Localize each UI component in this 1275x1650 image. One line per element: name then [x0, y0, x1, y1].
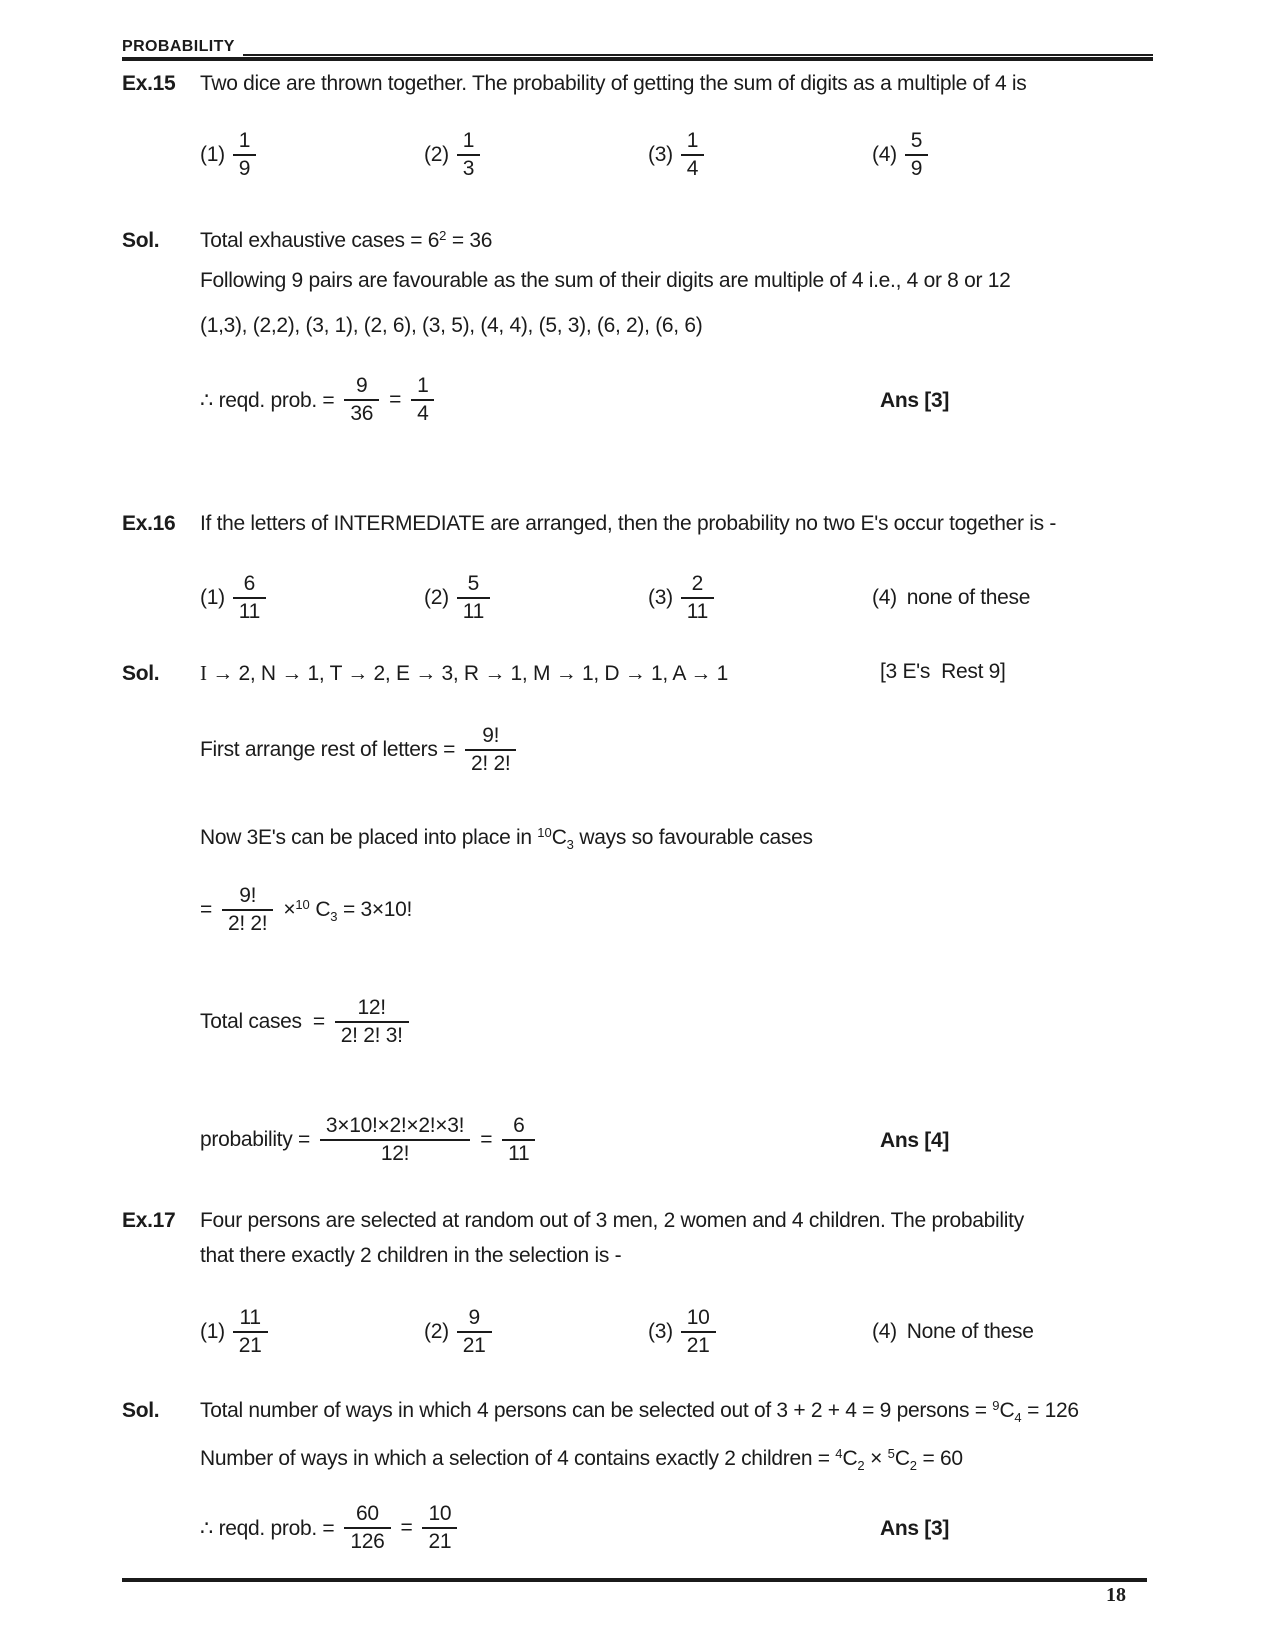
ex16-answer: Ans [4] — [880, 1129, 950, 1152]
fraction — [233, 128, 256, 182]
sol-text: Total exhaustive cases = $6^2 = 36$ — [200, 228, 493, 252]
subscript: 2 — [857, 1458, 865, 1473]
fraction — [344, 373, 379, 427]
ex15-conclusion-row — [200, 368, 444, 432]
fraction-denominator: 21 — [233, 1331, 268, 1359]
fraction-numerator: 12! — [357, 996, 386, 1019]
fraction-denominator: 2! 2! — [222, 909, 273, 937]
superscript: 2 — [439, 228, 447, 243]
ex17-option-2 — [424, 1299, 492, 1365]
fraction — [335, 995, 409, 1049]
subscript: 4 — [1014, 1410, 1022, 1425]
fraction-denominator: 21 — [681, 1331, 716, 1359]
fraction-denominator: 21 — [457, 1331, 492, 1359]
ex15-sol-line2: Following 9 pairs are favourable as the sum of their digits are multiple of 4 i.e., 4 or 8 or 12 — [200, 269, 1011, 292]
option-label: (3) — [648, 586, 673, 609]
fraction-denominator: 2! 2! 3! — [335, 1021, 409, 1049]
fraction — [502, 1113, 535, 1167]
ex17-sol-line2: Number of ways in which a selection of 4 contains exactly 2 children = $^4C_2 \times ^5C_2 = 60$ — [200, 1446, 963, 1473]
subscript: 3 — [566, 837, 574, 852]
sol-label: Sol. — [122, 662, 160, 685]
fraction-numerator: 60 — [356, 1502, 379, 1525]
superscript: 4 — [835, 1446, 843, 1461]
fraction-numerator: 1 — [686, 129, 699, 152]
option-label: (3) — [648, 1320, 673, 1343]
fraction-numerator: 6 — [243, 572, 256, 595]
option-label: (4) — [872, 143, 897, 166]
ex17-question-row — [122, 1208, 1024, 1234]
ex15-question-row — [122, 71, 1026, 97]
fraction-denominator: 4 — [681, 154, 704, 182]
equals-sign: = — [389, 388, 402, 411]
superscript: 10 — [537, 825, 552, 840]
probability-prefix: probability = — [200, 1128, 310, 1151]
ex16-question-row — [122, 511, 1056, 537]
total-cases-prefix: Total cases = — [200, 1010, 325, 1033]
header-underline-thin — [243, 54, 1153, 56]
ex15-question-text: Two dice are thrown together. The probability of getting the sum of digits as a multiple of 4 is — [200, 72, 1027, 95]
ex17-option-4 — [872, 1299, 1034, 1365]
option-label: (4) — [872, 586, 897, 609]
fraction-denominator: 3 — [457, 154, 480, 182]
fraction-numerator: 5 — [910, 129, 923, 152]
ex16-placed-row: Now 3E's can be placed into place in $^{10}C_3$ ways so favourable cases — [200, 825, 813, 852]
superscript: 5 — [887, 1446, 895, 1461]
fraction — [905, 128, 928, 182]
fraction — [681, 1305, 716, 1359]
ex15-answer: Ans [3] — [880, 389, 950, 412]
letter-frequency-mapping: I → 2, N → 1, T → 2, E → 3, R → 1, M → 1, D → 1, A → 1 — [200, 661, 729, 685]
ex17-label: Ex.17 — [122, 1209, 176, 1232]
option-label: (1) — [200, 1320, 225, 1343]
conclusion-prefix: ∴ reqd. prob. = — [200, 1516, 335, 1540]
ex16-option-1 — [200, 565, 266, 631]
fraction-numerator: 9 — [468, 1306, 480, 1329]
ex17-options-row — [200, 1299, 1200, 1365]
ex16-option-4 — [872, 565, 1030, 631]
ex16-option-3 — [648, 565, 714, 631]
fraction — [681, 571, 714, 625]
ex15-option-2 — [424, 122, 480, 188]
equals-sign: = — [200, 898, 212, 921]
sol-label: Sol. — [122, 1399, 160, 1422]
ex16-total-cases-row — [200, 990, 419, 1054]
fraction-numerator: 5 — [467, 572, 480, 595]
fraction-numerator: 9! — [239, 884, 257, 907]
ex15-sol-line3: (1,3), (2,2), (3, 1), (2, 6), (3, 5), (4, 4), (5, 3), (6, 2), (6, 6) — [200, 314, 703, 337]
option-text: None of these — [906, 1320, 1034, 1343]
fraction-numerator: 1 — [417, 374, 429, 397]
sol-text: Total number of ways in which 4 persons can be selected out of 3 + 2 + 4 = 9 persons = $^9C_4 = 126$ — [200, 1398, 1079, 1425]
fraction — [457, 1305, 492, 1359]
ex17-question-line2: that there exactly 2 children in the selection is - — [200, 1244, 622, 1267]
option-label: (1) — [200, 143, 225, 166]
fraction-numerator: 10 — [428, 1502, 452, 1525]
fraction-denominator: 11 — [502, 1139, 535, 1167]
ex15-sol-line1 — [122, 223, 492, 254]
ex16-option-2 — [424, 565, 490, 631]
fraction-numerator: 3×10!×2!×2!×3! — [325, 1114, 465, 1137]
option-label: (2) — [424, 1320, 449, 1343]
ex15-option-3 — [648, 122, 704, 188]
option-label: (2) — [424, 586, 449, 609]
fraction-denominator: 9 — [905, 154, 928, 182]
fraction-numerator: 9! — [482, 724, 500, 747]
footer-rule — [122, 1578, 1147, 1582]
ex16-question-text: If the letters of INTERMEDIATE are arranged, then the probability no two E's occur together is - — [200, 512, 1057, 535]
fraction-denominator: 11 — [681, 597, 714, 625]
ex15-option-4 — [872, 122, 928, 188]
fraction — [681, 128, 704, 182]
option-label: (4) — [872, 1320, 897, 1343]
page-header-title: PROBABILITY — [122, 38, 235, 55]
fraction-numerator: 11 — [239, 1306, 261, 1329]
ex16-mapping-note: [3 E's Rest 9] — [880, 660, 1006, 683]
option-label: (3) — [648, 143, 673, 166]
fraction-numerator: 1 — [462, 129, 475, 152]
ex17-option-1 — [200, 1299, 268, 1365]
ex16-label: Ex.16 — [122, 512, 176, 535]
fraction-numerator: 1 — [238, 129, 251, 152]
ex16-favourable-row — [200, 878, 412, 942]
subscript: 2 — [909, 1458, 918, 1473]
fraction — [222, 883, 273, 937]
ex17-conclusion-row — [200, 1496, 467, 1560]
subscript: 3 — [330, 908, 338, 924]
fraction-numerator: 2 — [691, 572, 704, 595]
fraction — [344, 1501, 390, 1555]
combination-expression: ×$^{10}$ $C_3 = 3\times 10$! — [283, 896, 413, 924]
equals-sign: = — [480, 1128, 493, 1151]
fraction-denominator: 36 — [344, 399, 379, 427]
header-underline-thick — [122, 57, 1153, 61]
arrange-prefix: First arrange rest of letters = — [200, 738, 456, 761]
ex16-sol-mapping-row — [122, 660, 728, 687]
fraction — [457, 571, 490, 625]
fraction-denominator: 2! 2! — [465, 749, 516, 777]
ex16-probability-row — [200, 1108, 545, 1172]
option-label: (1) — [200, 586, 225, 609]
sol-label: Sol. — [122, 229, 160, 252]
fraction-denominator: 21 — [422, 1527, 457, 1555]
option-label: (2) — [424, 143, 449, 166]
fraction — [465, 723, 516, 777]
ex15-label: Ex.15 — [122, 72, 176, 95]
superscript: 9 — [992, 1398, 1000, 1413]
fraction — [233, 1305, 268, 1359]
ex16-arrange-row — [200, 718, 526, 782]
ex16-options-row — [200, 565, 1200, 631]
fraction-denominator: 11 — [233, 597, 266, 625]
fraction — [422, 1501, 457, 1555]
conclusion-prefix: ∴ reqd. prob. = — [200, 388, 335, 412]
fraction-numerator: 9 — [356, 374, 368, 397]
fraction-denominator: 126 — [344, 1527, 390, 1555]
fraction-denominator: 12! — [320, 1139, 470, 1167]
equals-sign: = — [400, 1516, 413, 1539]
ex17-answer: Ans [3] — [880, 1517, 950, 1540]
fraction-denominator: 4 — [411, 399, 434, 427]
fraction-numerator: 6 — [513, 1114, 525, 1137]
fraction — [233, 571, 266, 625]
page-number: 18 — [1106, 1584, 1126, 1606]
option-text: none of these — [906, 586, 1031, 609]
ex17-option-3 — [648, 1299, 716, 1365]
fraction — [320, 1113, 470, 1167]
ex15-options-row — [200, 122, 1200, 188]
ex17-sol-line1 — [122, 1393, 1079, 1431]
superscript: 10 — [295, 896, 310, 912]
ex17-question-line1: Four persons are selected at random out of 3 men, 2 women and 4 children. The probability — [200, 1209, 1024, 1232]
fraction-denominator: 9 — [233, 154, 256, 182]
fraction — [457, 128, 480, 182]
fraction — [411, 373, 434, 427]
ex15-option-1 — [200, 122, 256, 188]
fraction-denominator: 11 — [457, 597, 490, 625]
fraction-numerator: 10 — [686, 1306, 710, 1329]
